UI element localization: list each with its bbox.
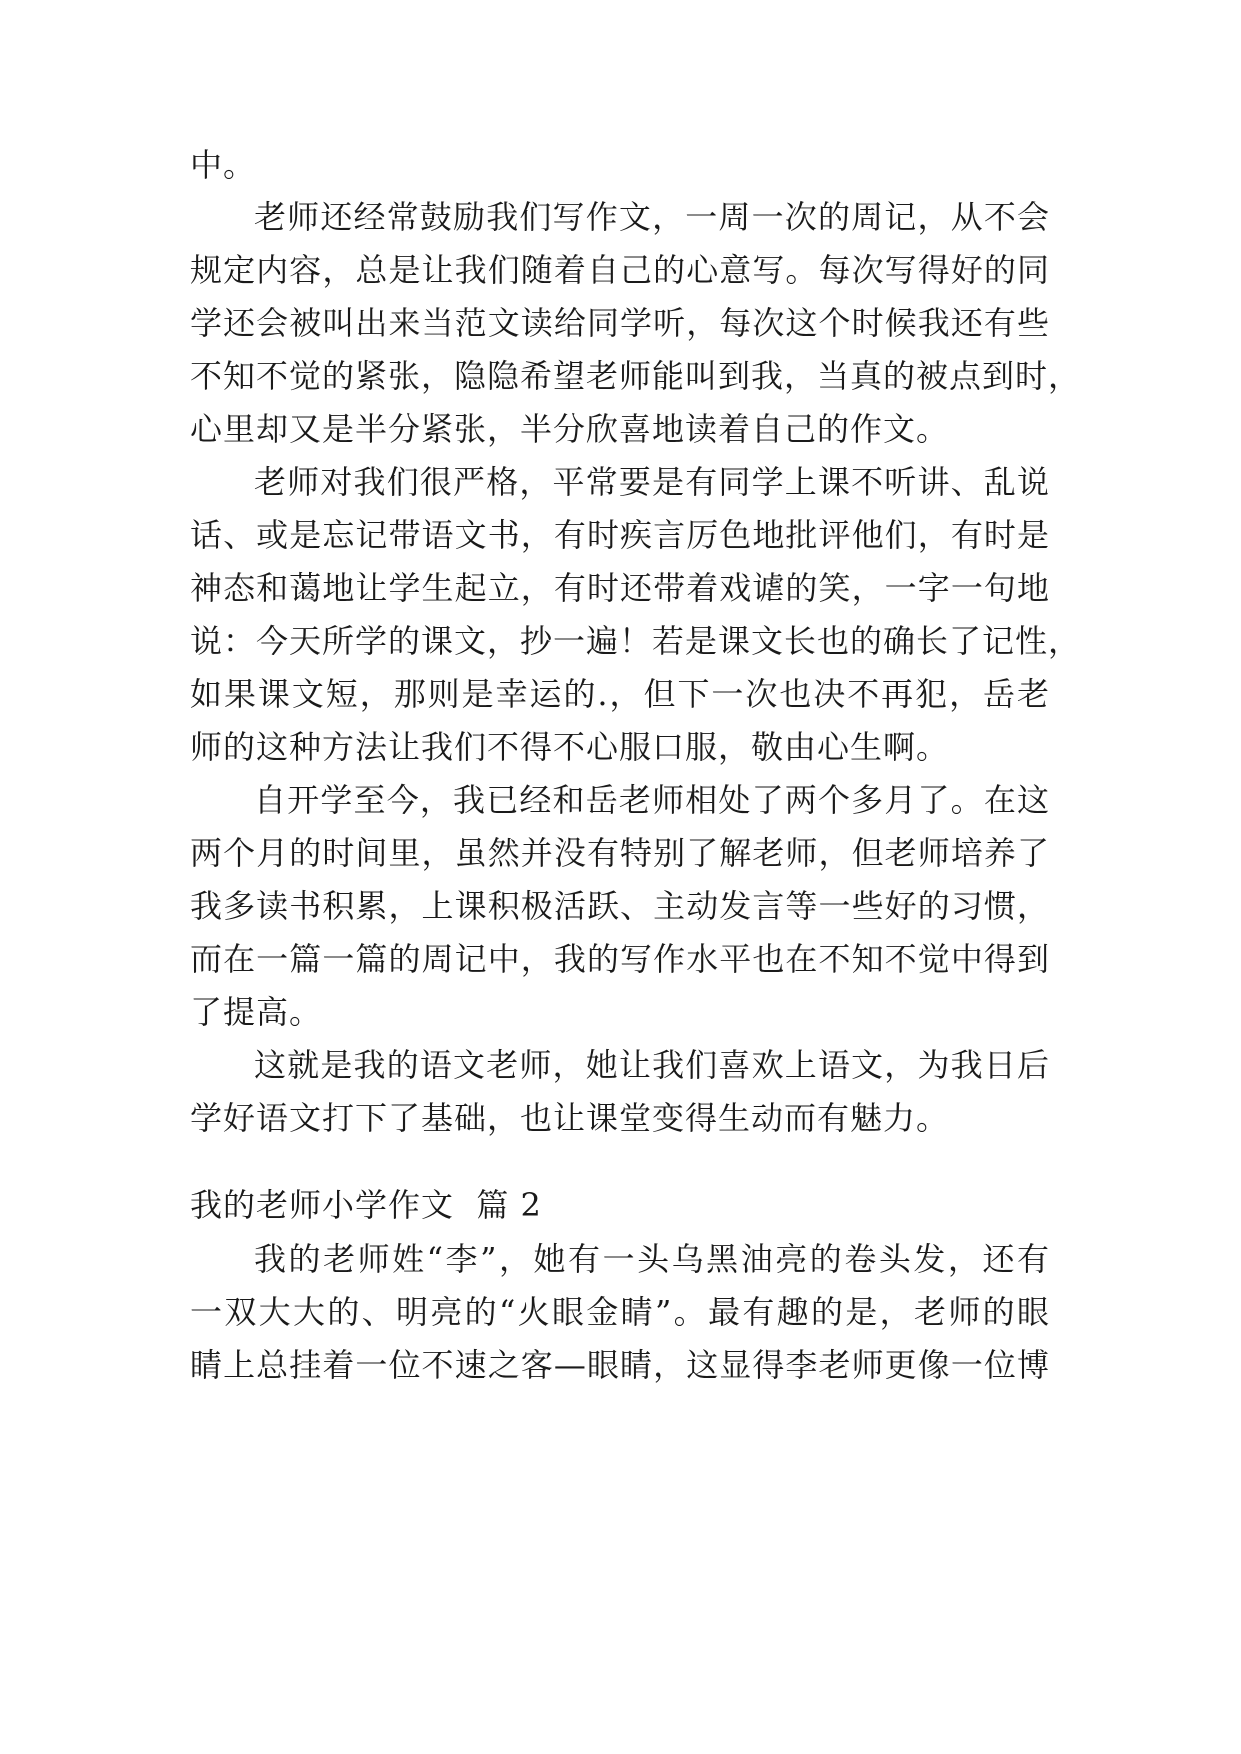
paragraph-4-line-1: 这就是我的语文老师，她让我们喜欢上语文，为我日后 [254,1046,1050,1084]
paragraph-3-line-2: 两个月的时间里，虽然并没有特别了解老师，但老师培养了 [190,834,1050,872]
paragraph-2-line-4: 说：今天所学的课文，抄一遍！若是课文长也的确长了记性， [190,622,1082,660]
paragraph-1-line-2: 规定内容，总是让我们随着自己的心意写。每次写得好的同 [190,251,1050,289]
continuation-line: 中。 [190,146,257,184]
paragraph-3-line-1: 自开学至今，我已经和岳老师相处了两个多月了。在这 [254,781,1050,819]
paragraph-2-line-1: 老师对我们很严格，平常要是有同学上课不听讲、乱说 [254,463,1050,501]
paragraph-2-line-2: 话、或是忘记带语文书，有时疾言厉色地批评他们，有时是 [190,516,1050,554]
paragraph-3-line-3: 我多读书积累，上课积极活跃、主动发言等一些好的习惯， [190,887,1050,925]
paragraph-5-line-2: 一双大大的、明亮的“火眼金睛”。最有趣的是，老师的眼 [190,1293,1050,1331]
paragraph-3-line-4: 而在一篇一篇的周记中，我的写作水平也在不知不觉中得到 [190,940,1050,978]
paragraph-2-line-3: 神态和蔼地让学生起立，有时还带着戏谑的笑，一字一句地 [190,569,1050,607]
paragraph-4-line-2: 学好语文打下了基础，也让课堂变得生动而有魅力。 [190,1099,950,1137]
paragraph-5-line-3: 睛上总挂着一位不速之客—眼睛，这显得李老师更像一位博 [190,1346,1050,1384]
section-heading: 我的老师小学作文 篇 2 [190,1186,542,1224]
paragraph-1-line-1: 老师还经常鼓励我们写作文，一周一次的周记，从不会 [254,198,1050,236]
paragraph-1-line-4: 不知不觉的紧张，隐隐希望老师能叫到我，当真的被点到时， [190,357,1082,395]
paragraph-2-line-5: 如果课文短，那则是幸运的.，但下一次也决不再犯，岳老 [190,675,1050,713]
paragraph-5-line-1: 我的老师姓“李”，她有一头乌黑油亮的卷头发，还有 [254,1240,1050,1278]
paragraph-3-line-5: 了提高。 [190,993,323,1031]
paragraph-1-line-3: 学还会被叫出来当范文读给同学听，每次这个时候我还有些 [190,304,1050,342]
paragraph-2-line-6: 师的这种方法让我们不得不心服口服，敬由心生啊。 [190,728,950,766]
paragraph-1-line-5: 心里却又是半分紧张，半分欣喜地读着自己的作文。 [190,410,950,448]
